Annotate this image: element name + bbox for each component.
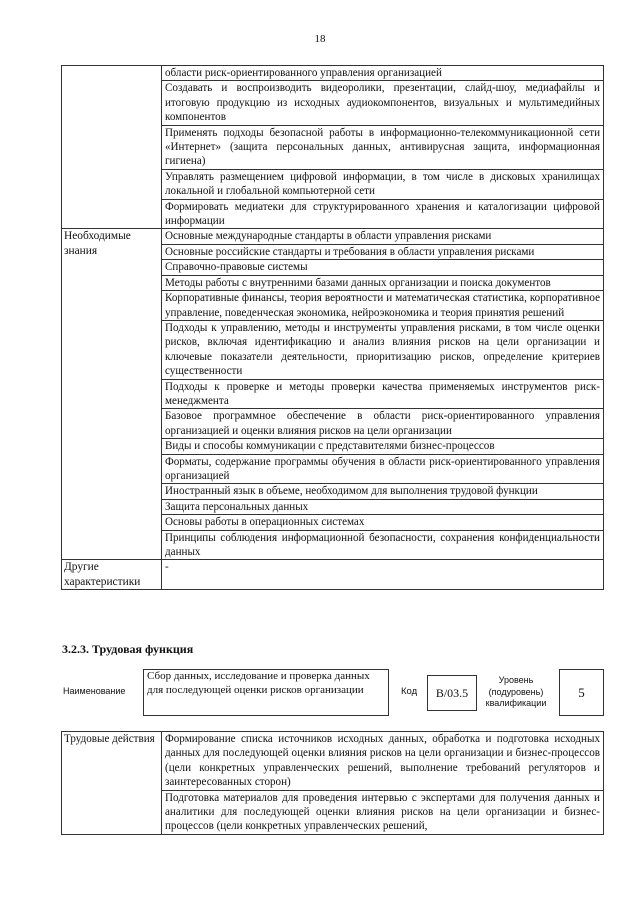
- table-row: [62, 560, 604, 590]
- knowledge-item: Корпоративные финансы, теория вероятности и математическая статистика, корпоративное управление, поведенческая экономика, нейроэкономика и теория принятия решений: [162, 291, 604, 321]
- name-label: Наименование: [63, 686, 126, 696]
- code-label: Код: [401, 686, 418, 697]
- skill-item: области риск-ориентированного управления организацией: [162, 66, 604, 81]
- action-item: Подготовка материалов для проведения интервью с экспертами для получения данных и аналитики для последующей оценки влияния рисков на цели организации и бизнес-процессов (цели конкретных управленческих решений,: [162, 790, 604, 834]
- table-row: [62, 229, 604, 244]
- actions-label: Трудовые действия: [62, 732, 162, 835]
- knowledge-item: Защита персональных данных: [162, 499, 604, 514]
- level-label: Уровень (подуровень) квалификации: [485, 675, 547, 708]
- page-number: 18: [314, 33, 326, 45]
- knowledge-label: Необходимые знания: [62, 229, 162, 560]
- row-label: [62, 66, 162, 229]
- action-item: Формирование списка источников исходных данных, обработка и подготовка исходных данных для последующей оценки влияния рисков на цели организации и бизнес-процессов (цели конкретных управленческих решений, выполнение требований регуляторов и заинтересованных сторон): [162, 732, 604, 791]
- function-code-box: B/03.5: [427, 675, 477, 711]
- skill-item: Применять подходы безопасной работы в информационно-телекоммуникационной сети «Интернет» (защита персональных данных, антивирусная защита, информационная гигиена): [162, 125, 604, 169]
- knowledge-item: Принципы соблюдения информационной безопасности, сохранения конфиденциальности данных: [162, 530, 604, 560]
- knowledge-item: Базовое программное обеспечение в области риск-ориентированного управления организацией и оценки влияния рисков на цели организации: [162, 409, 604, 439]
- other-value: -: [162, 560, 604, 590]
- knowledge-item: Иностранный язык в объеме, необходимом для выполнения трудовой функции: [162, 484, 604, 499]
- knowledge-item: Подходы к проверке и методы проверки качества применяемых инструментов риск-менеджмента: [162, 379, 604, 409]
- knowledge-item: Методы работы с внутренними базами данных организации и поиска документов: [162, 275, 604, 290]
- knowledge-item: Виды и способы коммуникации с представителями бизнес-процессов: [162, 439, 604, 454]
- knowledge-item: Основные российские стандарты и требования в области управления рисками: [162, 244, 604, 259]
- function-name-box: Сбор данных, исследование и проверка данных для последующей оценки рисков организации: [143, 669, 389, 716]
- skill-item: Создавать и воспроизводить видеоролики, презентации, слайд-шоу, медиафайлы и итоговую продукцию из исходных аудиокомпонентов, визуальных и мультимедийных компонентов: [162, 81, 604, 125]
- section-title: 3.2.3. Трудовая функция: [62, 642, 194, 656]
- level-box: 5: [559, 669, 604, 716]
- other-label: Другие характеристики: [62, 560, 162, 590]
- table-row: [62, 66, 604, 81]
- knowledge-item: Справочно-правовые системы: [162, 260, 604, 275]
- knowledge-item: Форматы, содержание программы обучения в области риск-ориентированного управления организацией: [162, 454, 604, 484]
- knowledge-item: Основные международные стандарты в области управления рисками: [162, 229, 604, 244]
- knowledge-item: Основы работы в операционных системах: [162, 515, 604, 530]
- labor-actions-table: [61, 731, 604, 835]
- knowledge-item: Подходы к управлению, методы и инструменты управления рисками, в том числе оценки рисков, включая идентификацию и анализ влияния рисков на цели организации и ключевые показатели деятельности, приоритизацию рисков, определение критериев существенности: [162, 320, 604, 379]
- table-row: [62, 732, 604, 791]
- skill-item: Формировать медиатеки для структурированного хранения и каталогизации цифровой информации: [162, 199, 604, 229]
- skill-item: Управлять размещением цифровой информации, в том числе в дисковых хранилищах локальной и глобальной компьютерной сети: [162, 169, 604, 199]
- skills-knowledge-table: [61, 65, 604, 590]
